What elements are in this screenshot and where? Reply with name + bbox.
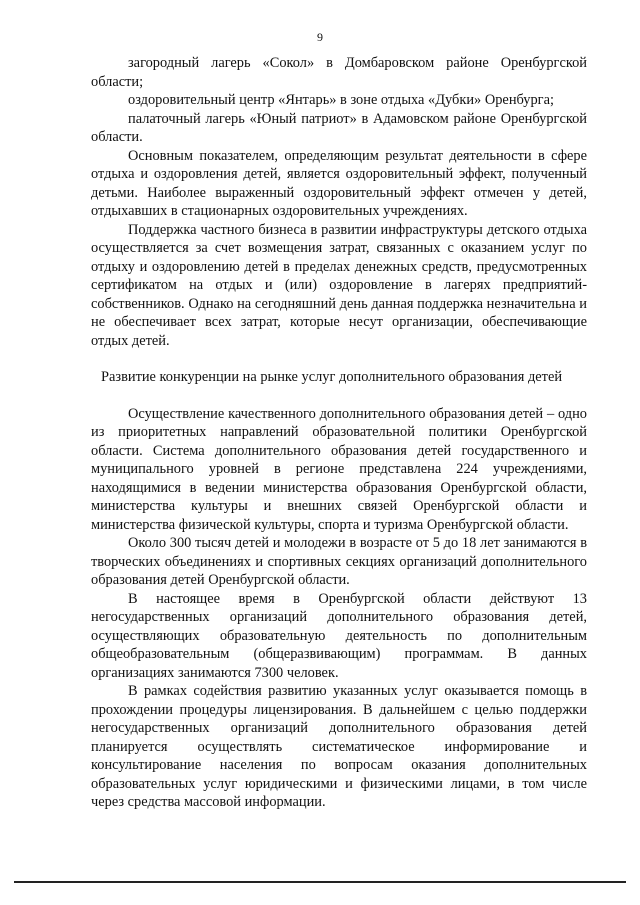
- paragraph-camp-sokol: загородный лагерь «Сокол» в Домбаровском районе Оренбургской области;: [91, 55, 587, 90]
- paragraph-additional-education: Осуществление качественного дополнительного образования детей – одно из приоритетных направлений образовательной политики Оренбургской области. Система дополнительного образования детей государственного и муниципального уровней в регионе представлена 224 учреждениями, находящимися в ведении министерства образования Оренбургской области, министерства культуры и внешних связей Оренбургской области и министерства физической культуры, спорта и туризма Оренбургской области.: [91, 405, 587, 533]
- paragraph-private-business: Поддержка частного бизнеса в развитии инфраструктуры детского отдыха осуществляется за счет возмещения затрат, связанных с оказанием услуг по отдыху и оздоровлению детей в пределах денежных средств, предусмотренных сертификатом на отдых и (или) оздоровление в лагерях предприятий-собственников. Однако на сегодняшний день данная поддержка незначительна и не обеспечивает всех затрат, которые несут организации, обеспечивающие отдых детей.: [91, 221, 587, 349]
- section-heading: Развитие конкуренции на рынке услуг дополнительного образования детей: [101, 369, 563, 385]
- paragraph-licensing-support: В рамках содействия развитию указанных услуг оказывается помощь в прохождении процедуры лицензирования. В дальнейшем с целью поддержки негосударственных организаций дополнительного образования детей планируется осуществлять систематическое информирование и консультирование населения по вопросам оказания дополнительных образовательных услуг юридическими и физическими лицами, в том числе через средства массовой информации.: [91, 683, 587, 810]
- paragraph-health-effect: Основным показателем, определяющим результат деятельности в сфере отдыха и оздоровления детей, является оздоровительный эффект, полученный детьми. Наиболее выраженный оздоровительный эффект отмечен у детей, отдыхавших в стационарных оздоровительных учреждениях.: [91, 147, 587, 219]
- page-number: 9: [317, 30, 323, 44]
- paragraph-nongovernmental-orgs: В настоящее время в Оренбургской области действуют 13 негосударственных организаций дополнительного образования детей, осуществляющих образовательную деятельность по дополнительным общеобразовательным (общеразвивающим) программам. В данных организациях занимаются 7300 человек.: [91, 590, 587, 681]
- paragraph-camp-patriot: палаточный лагерь «Юный патриот» в Адамовском районе Оренбургской области.: [91, 110, 587, 145]
- paragraph-children-count: Около 300 тысяч детей и молодежи в возрасте от 5 до 18 лет занимаются в творческих объединениях и спортивных секциях организаций дополнительного образования детей Оренбургской области.: [91, 535, 587, 588]
- section-spacer: [91, 350, 587, 368]
- section-spacer: [91, 387, 587, 405]
- paragraph-center-yantar: оздоровительный центр «Янтарь» в зоне отдыха «Дубки» Оренбурга;: [128, 92, 554, 108]
- document-body: [91, 54, 587, 812]
- bottom-rule: [14, 881, 626, 883]
